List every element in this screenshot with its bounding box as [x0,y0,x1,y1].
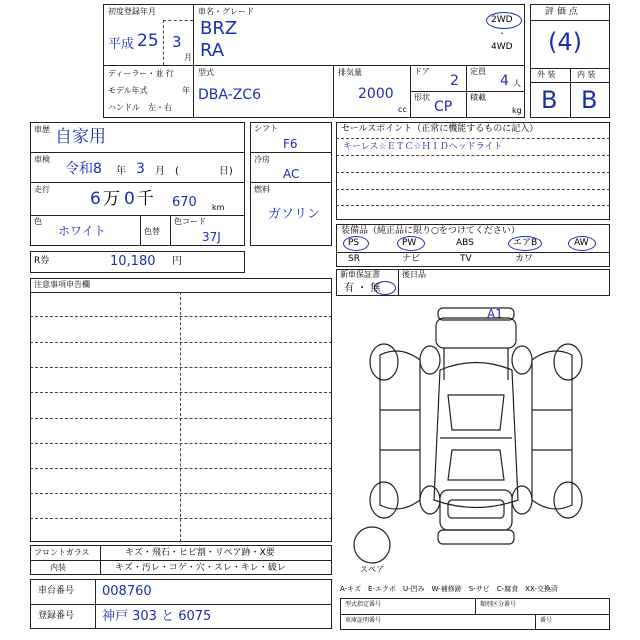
equip-sr: SR [348,254,360,264]
inspection-month-unit: 月 [155,166,165,177]
equip-abs: ABS [456,238,474,248]
reg-year: 25 [137,31,159,51]
sales-point-label: セールスポイント（正常に機能するものに記入） [341,124,539,134]
color-change-label: 色替 [144,227,160,236]
inspection-label: 車検 [34,155,50,164]
cc-unit: cc [398,105,407,114]
recycle-ticket-label: R券 [34,256,50,266]
fuel: ガソリン [268,207,321,222]
exterior-label: 外 装 [537,70,556,79]
ac-label: 冷房 [254,155,270,164]
usage: 自家用 [55,127,106,147]
front-glass-legend: キズ・飛石・ヒビ割・リペア跡・X要 [125,548,275,558]
displacement-label: 排気量 [338,68,362,77]
plate-label: 登録番号 [38,611,75,621]
recycle-ticket: 10,180 [110,254,156,269]
shape-label: 形状 [414,93,430,102]
fuel-label: 燃料 [254,185,270,194]
color-code: 37J [202,230,221,244]
notes-label: 注意事項申告欄 [34,280,90,289]
category-number-label: 類別区分番号 [480,601,517,608]
usage-label: 車歴 [34,125,50,134]
grade-label: 評 価 点 [545,7,578,17]
kg-unit: kg [512,106,522,115]
capacity: 4 [500,73,509,89]
dealer-label: ディーラー・並 行 [108,69,174,78]
interior-row-label: 内装 [50,563,66,572]
reg-date-label: 初度登録年月 [108,7,156,16]
damage-mark-a1: A1 [487,307,503,321]
notes-box [30,278,332,542]
exterior-grade: B [541,86,558,114]
mileage-hundreds: 670 [172,195,197,210]
interior-legend: キズ・汚レ・コゲ・穴・スレ・キレ・破レ [115,563,286,573]
drive-4wd: 4WD [491,42,513,52]
color-label: 色 [34,217,42,226]
reg-era: 平成 [108,37,135,52]
sales-point-line-1: キーレス☆ＥＴＣ☆ＨＩＤヘッドライト [343,142,503,152]
equip-airbag: エアB [513,238,538,248]
front-glass-label: フロントガラス [34,548,90,557]
capacity-label: 定員 [470,67,486,76]
car-grade: RA [200,40,225,61]
mileage-sen: 千 [137,189,154,209]
plate-number: 神戸 303 と 6075 [102,609,212,624]
door-label: ドア [414,67,430,76]
equip-pw: PW [402,238,417,248]
chassis-label: 車台番号 [38,586,75,596]
ac: AC [283,167,300,181]
interior-label: 内 装 [577,70,596,79]
equip-leather: カワ [515,254,534,264]
reg-month: 3 [172,33,182,51]
mileage-label: 走行 [34,185,50,194]
inspection-year-unit: 年 [116,166,126,177]
warranty-value: 有 ・ 無 [344,283,381,294]
yen-unit: 円 [172,256,182,267]
model-year-label: モデル年式 [108,86,148,95]
reg-month-unit: 月 [184,53,192,62]
shape: CP [434,99,453,115]
drive-dot: ・ [498,29,506,38]
damage-legend: A-キズ E-エクボ U-凹み W-補修跡 S-サビ C-腐食 XX-交換済 [340,585,558,593]
top-info-box [103,4,525,118]
model-code: DBA-ZC6 [198,87,261,103]
warranty-label: 新車保証書 [340,270,380,279]
mileage-thousand: 0 [124,189,135,209]
type-label: 型式 [198,68,214,77]
capacity-unit: 人 [513,79,521,88]
car-name-label: 車名・グレード [198,7,254,16]
interior-grade: B [581,86,598,114]
drive-2wd: 2WD [491,15,513,25]
car-diagram [340,300,612,572]
handle-label: ハンドル 左・右 [108,103,172,112]
grade-score: (4) [548,28,582,56]
inspection-month: 3 [136,161,145,177]
equip-tv: TV [460,254,472,264]
inspection-day: ( 日) [175,166,233,177]
car-name: BRZ [200,18,238,39]
equip-aw: AW [574,238,589,248]
km-unit: km [212,203,225,212]
spare-label: スペア [360,565,384,574]
displacement: 2000 [358,86,394,102]
color-code-label: 色コード [174,217,206,226]
garage-number-label: 番号 [540,617,553,624]
mileage-ten-thousand: 6 [90,189,101,209]
after-items-label: 後日品 [402,270,426,279]
mileage-man: 万 [103,189,120,209]
equip-ps: PS [348,238,360,248]
load-label: 積載 [470,93,486,102]
garage-certificate-label: 車庫証明番号 [345,617,382,624]
equipment-label: 装備品（純正品に限り○をつけてください） [341,226,520,236]
color: ホワイト [58,224,106,238]
shift: F6 [283,137,298,151]
doors: 2 [450,73,459,89]
inspection-era: 令和8 [65,161,102,177]
type-designation-label: 型式指定番号 [345,601,382,608]
chassis-number: 008760 [102,584,152,599]
equip-navi: ナビ [402,254,421,264]
model-year-unit: 年 [182,86,190,95]
shift-label: シフト [254,124,278,133]
